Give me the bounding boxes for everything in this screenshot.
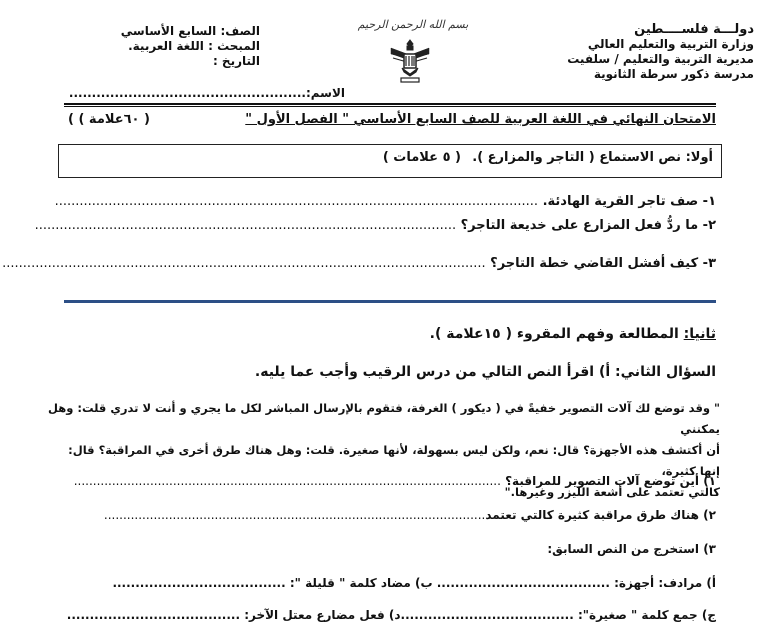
answer-line[interactable]: .....................................................................................................................: [2, 256, 486, 271]
school-header: [554, 22, 754, 82]
question-text: ١- صف تاجر القرية الهادئة.: [542, 194, 716, 209]
question-text: ٢) هناك طرق مراقبة كثيرة كالتي تعتمد: [485, 508, 716, 522]
question-3: [2, 256, 716, 271]
exam-meta: [70, 24, 260, 69]
sub-question-1: [56, 474, 716, 488]
question-2: [34, 218, 716, 233]
school-name: مدرسة ذكور سرطة الثانوية: [593, 67, 754, 81]
date-label: التاريخ :: [212, 54, 260, 68]
question-intro: السؤال الثاني: أ) اقرأ النص التالي من درس الرقيب وأجب عما يليه.: [254, 364, 716, 380]
extract-row-1[interactable]: أ) مرادف: أجهزة: ...................................... ب) مضاد كلمة " قليلة ": ......................................: [112, 576, 716, 590]
answer-line[interactable]: .....................................................................................................................: [54, 194, 539, 209]
exam-title: الامتحان النهائي في اللغة العربية للصف السابع الأساسي " الفصل الأول ": [245, 112, 716, 127]
section1-header-box: [58, 144, 722, 178]
passage-line: " وقد توضع لك آلات التصوير خفيةً في ( ديكور ) الغرفة، فتقوم بالإرسال المباشر لكل ما يجري و أنت لا تدري قلت: وهل يمكنني: [47, 401, 720, 436]
subject-label: المبحث : اللغة العربية.: [128, 39, 260, 53]
section2-title-prefix: ثانيا:: [683, 326, 716, 342]
section-divider: [64, 300, 716, 303]
question-text: ٣) استخرج من النص السابق:: [547, 542, 716, 556]
section2-title: [430, 326, 716, 342]
class-label: الصف: السابع الأساسي: [120, 24, 260, 38]
question-text: ١) أين توضع آلات التصوير للمراقبة؟: [505, 474, 716, 488]
passage-line: أن أكتشف هذه الأجهزة؟ قال: نعم، ولكن ليس بسهولة، لأنها صغيرة. قلت: وهل هناك طرق أخرى في المراقبة؟ قال: إنها كثيرة،: [68, 443, 720, 478]
question-text: ٣- كيف أفشل القاضي خطة التاجر؟: [490, 256, 716, 271]
sub-question-2: [56, 508, 716, 522]
header-divider-thin: [64, 106, 716, 107]
ministry-name: وزارة التربية والتعليم العالي: [587, 37, 754, 51]
question-text: ٢- ما ردُّ فعل المزارع على خديعة التاجر؟: [460, 218, 716, 233]
section1-marks: ( ٥ علامات ): [382, 150, 461, 165]
passage-line: كالتي تعتمد على أشعة الليزر وغيرها.": [504, 485, 720, 499]
section2-title-rest: المطالعة وفهم المقروء ( ١٥علامة ).: [429, 326, 684, 342]
basmala: بسم الله الرحمن الرحيم: [357, 18, 469, 31]
sub-question-3: [56, 542, 716, 556]
question-1: [54, 194, 716, 209]
state-name: دولـــة فلســــطين: [634, 22, 754, 37]
directorate-name: مديرية التربية والتعليم / سلفيت: [567, 52, 754, 66]
answer-line[interactable]: ....................................................................................................: [103, 508, 486, 522]
eagle-emblem-icon: [385, 36, 435, 86]
total-marks: ( ٦٠علامة ) ): [68, 112, 150, 127]
student-name-field[interactable]: الاسم:....................................................: [68, 86, 345, 100]
answer-line[interactable]: ................................................................................................................: [73, 474, 501, 488]
extract-row-2[interactable]: ج) جمع كلمة " صغيرة": ......................................د) فعل مضارع معتل الآخر: ......................................: [66, 608, 716, 622]
answer-line[interactable]: ......................................................................................................: [34, 218, 457, 233]
header-divider: [64, 103, 716, 105]
section1-title: أولا: نص الاستماع ( التاجر والمزارع ).: [472, 150, 713, 165]
